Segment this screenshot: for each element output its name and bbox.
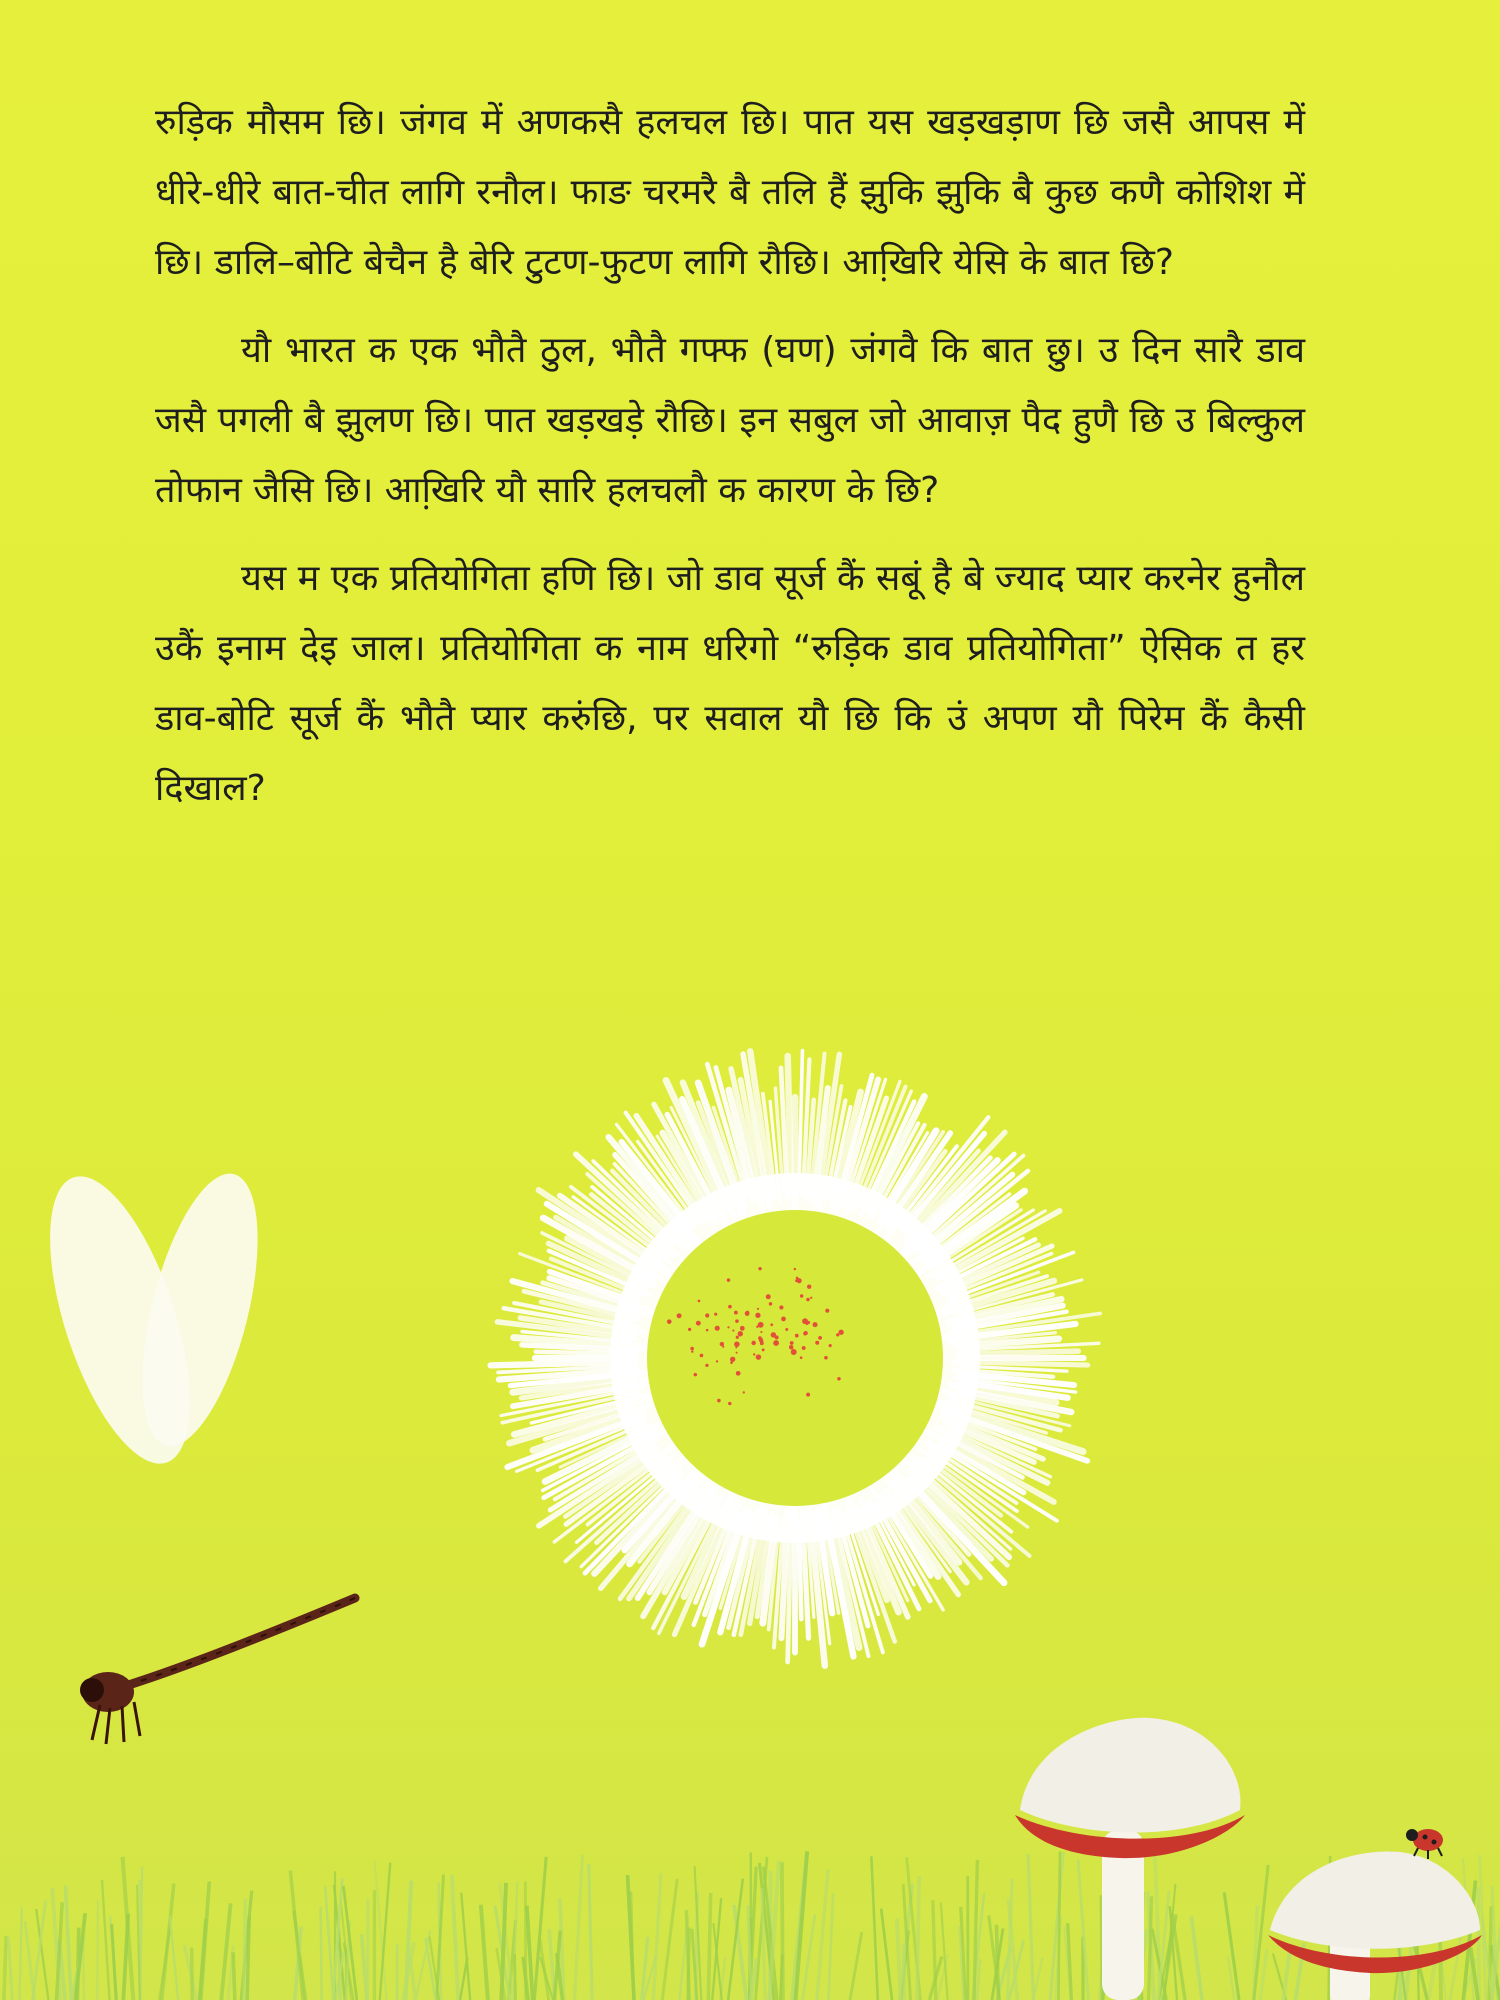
story-paragraph-2: यौ भारत क एक भौतै ठुल, भौतै गफ्फ (घण) जंगवै कि बात छु। उ दिन सारै डाव जसै पगली बै झुलण छि। पात खड़खड़े रौछि। इन सबुल जो आवाज़ पैद हुणै छि उ बिल्कुल तोफान जैसि छि। आखि़रि यौ सारि हलचलौ क कारण के छि? [155, 330, 1305, 511]
dragonfly [21, 1160, 355, 1744]
story-text [155, 88, 1305, 842]
story-paragraph-1: रुड़िक मौसम छि। जंगव में अणकसै हलचल छि। पात यस खड़खड़ाण छि जसै आपस में धीरे-धीरे बात-चीत लागि रनौल। फाङ चरमरै बै तलि हैं झुकि झुकि बै कुछ कणै कोशिश में छि। डालि–बोटि बेचैन है बेरि टुटण-फुटण लागि रौछि। आखि़रि येसि के बात छि? [155, 102, 1305, 283]
forest-illustration [0, 980, 1500, 2000]
story-paragraph-3: यस म एक प्रतियोगिता हणि छि। जो डाव सूर्ज कैं सबूं है बे ज्याद प्यार करनेर हुनौल उकैं इनाम देइ जाल। प्रतियोगिता क नाम धरिगो “रुड़िक डाव प्रतियोगिता” ऐसिक त हर डाव-बोटि सूर्ज कैं भौतै प्यार करुंछि, पर सवाल यौ छि कि उं अपण यौ पिरेम कैं कैसी दिखाल? [155, 558, 1305, 809]
mushroom [1015, 1718, 1245, 2000]
sun-flower [491, 1051, 1101, 1666]
illustration-svg [0, 980, 1500, 2000]
